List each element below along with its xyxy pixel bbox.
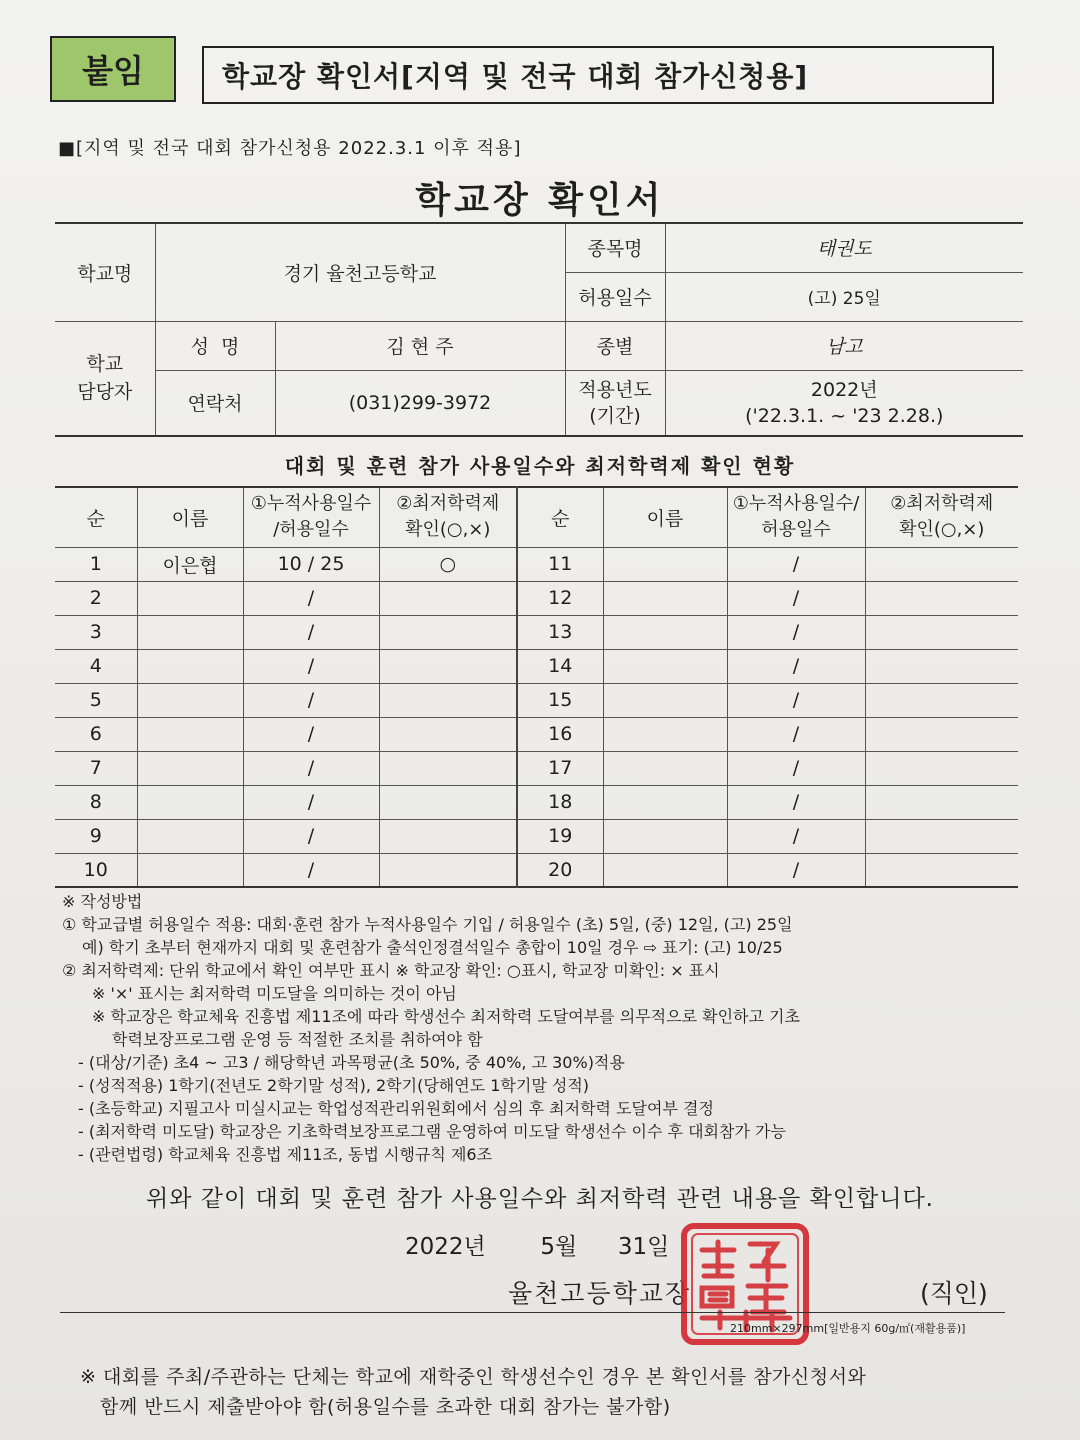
manager-label-line2: 담당자 bbox=[77, 381, 133, 404]
header-check-l2: 확인(○,×) bbox=[405, 519, 491, 541]
row-days-right: / bbox=[727, 853, 865, 887]
manager-label bbox=[55, 321, 155, 436]
date-month: 5월 bbox=[540, 1234, 578, 1260]
row-name-right bbox=[603, 649, 727, 683]
row-check-right bbox=[865, 649, 1018, 683]
notes-heading: ※ 작성방법 bbox=[62, 892, 143, 911]
row-check-right bbox=[865, 751, 1018, 785]
year-value-line2: ('22.3.1. ~ '23 2.28.) bbox=[745, 404, 944, 427]
row-no-right: 11 bbox=[517, 547, 603, 581]
table-row bbox=[55, 853, 1018, 887]
row-days-right: / bbox=[727, 785, 865, 819]
row-check bbox=[379, 649, 517, 683]
row-days-right: / bbox=[727, 751, 865, 785]
attachment-tag: 붙임 bbox=[50, 36, 176, 102]
row-days-right: / bbox=[727, 717, 865, 751]
row-days: / bbox=[243, 615, 379, 649]
name-label: 성 명 bbox=[155, 321, 275, 370]
row-no-right: 13 bbox=[517, 615, 603, 649]
note-1: ① 학교급별 허용일수 적용: 대회·훈련 참가 누적사용일수 기입 / 허용일수 (초) 5일, (중) 12일, (고) 25일 bbox=[62, 915, 793, 934]
row-name bbox=[137, 649, 243, 683]
header-days-r2: 허용일수 bbox=[761, 519, 831, 541]
header-days-l2: /허용일수 bbox=[273, 519, 349, 541]
row-days-right: / bbox=[727, 683, 865, 717]
notes bbox=[62, 890, 1022, 1166]
row-check-right bbox=[865, 853, 1018, 887]
row-check-right bbox=[865, 819, 1018, 853]
header-check-right bbox=[865, 487, 1018, 547]
row-days: / bbox=[243, 785, 379, 819]
header-days bbox=[243, 487, 379, 547]
header-no-right: 순 bbox=[517, 487, 603, 547]
row-check bbox=[379, 785, 517, 819]
date-year: 2022년 bbox=[405, 1234, 486, 1260]
row-name-right bbox=[603, 683, 727, 717]
document-title: 학교장 확인서 bbox=[415, 180, 665, 221]
row-no-right: 14 bbox=[517, 649, 603, 683]
row-no: 8 bbox=[55, 785, 137, 819]
row-days: / bbox=[243, 649, 379, 683]
detail-4: - (최저학력 미도달) 학교장은 기초학력보장프로그램 운영하여 미도달 학생선수 이수 후 대회참가 가능 bbox=[78, 1122, 786, 1141]
row-no-right: 19 bbox=[517, 819, 603, 853]
row-days: / bbox=[243, 717, 379, 751]
row-days: / bbox=[243, 581, 379, 615]
row-no: 1 bbox=[55, 547, 137, 581]
row-days: / bbox=[243, 683, 379, 717]
allowed-days-label: 허용일수 bbox=[565, 272, 665, 321]
row-no: 10 bbox=[55, 853, 137, 887]
header-check bbox=[379, 487, 517, 547]
row-name bbox=[137, 615, 243, 649]
confirm-text: 위와 같이 대회 및 훈련 참가 사용일수와 최저학력 관련 내용을 확인합니다. bbox=[146, 1186, 934, 1212]
year-value bbox=[665, 370, 1023, 436]
row-name: 이은협 bbox=[137, 547, 243, 581]
header-no: 순 bbox=[55, 487, 137, 547]
table-row bbox=[55, 819, 1018, 853]
note-3: ※ '×' 표시는 최저학력 미도달을 의미하는 것이 아님 bbox=[92, 984, 457, 1003]
date-day: 31일 bbox=[617, 1234, 670, 1260]
section-title: 대회 및 훈련 참가 사용일수와 최저학력제 확인 현황 bbox=[284, 454, 796, 478]
row-check bbox=[379, 683, 517, 717]
school-value: 경기 율천고등학교 bbox=[155, 223, 565, 321]
detail-2: - (성적적용) 1학기(전년도 2학기말 성적), 2학기(당해연도 1학기말 성적) bbox=[78, 1076, 590, 1095]
row-name bbox=[137, 819, 243, 853]
header-check-r1: ②최저학력제 bbox=[890, 493, 994, 515]
row-check bbox=[379, 751, 517, 785]
row-name-right bbox=[603, 581, 727, 615]
header-name-right: 이름 bbox=[603, 487, 727, 547]
row-name-right bbox=[603, 819, 727, 853]
gender-value: 남고 bbox=[665, 321, 1023, 370]
table-row bbox=[55, 785, 1018, 819]
row-days-right: / bbox=[727, 615, 865, 649]
year-label-line1: 적용년도 bbox=[578, 378, 652, 401]
row-days-right: / bbox=[727, 547, 865, 581]
note-4b: 학력보장프로그램 운영 등 적절한 조치를 취하여야 함 bbox=[112, 1030, 483, 1049]
row-check-right bbox=[865, 717, 1018, 751]
row-check bbox=[379, 717, 517, 751]
row-check-right bbox=[865, 615, 1018, 649]
gender-label: 종별 bbox=[565, 321, 665, 370]
divider-line bbox=[60, 1312, 1005, 1313]
row-no-right: 15 bbox=[517, 683, 603, 717]
note-4: ※ 학교장은 학교체육 진흥법 제11조에 따라 학생선수 최저학력 도달여부를 의무적으로 확인하고 기초 bbox=[92, 1007, 800, 1026]
row-days: / bbox=[243, 853, 379, 887]
row-no: 4 bbox=[55, 649, 137, 683]
contact-label: 연락처 bbox=[155, 370, 275, 436]
table-row bbox=[55, 683, 1018, 717]
row-check-right bbox=[865, 785, 1018, 819]
seal-label: (직인) bbox=[920, 1279, 988, 1308]
header-days-right bbox=[727, 487, 865, 547]
row-name-right bbox=[603, 785, 727, 819]
row-days-right: / bbox=[727, 819, 865, 853]
table-row bbox=[55, 649, 1018, 683]
usage-grid bbox=[55, 486, 1018, 888]
row-name bbox=[137, 785, 243, 819]
row-check-right bbox=[865, 547, 1018, 581]
info-table bbox=[55, 222, 1023, 437]
name-value: 김 현 주 bbox=[275, 321, 565, 370]
row-check bbox=[379, 819, 517, 853]
year-label bbox=[565, 370, 665, 436]
year-label-line2: (기간) bbox=[589, 404, 641, 427]
table-row bbox=[55, 581, 1018, 615]
school-signature: 율천고등학교장 bbox=[508, 1279, 692, 1308]
year-value-line1: 2022년 bbox=[810, 378, 878, 401]
row-no-right: 20 bbox=[517, 853, 603, 887]
row-days-right: / bbox=[727, 581, 865, 615]
header-name: 이름 bbox=[137, 487, 243, 547]
school-label: 학교명 bbox=[55, 223, 155, 321]
row-name bbox=[137, 853, 243, 887]
row-no: 7 bbox=[55, 751, 137, 785]
header-check-r2: 확인(○,×) bbox=[899, 519, 985, 541]
row-days: / bbox=[243, 819, 379, 853]
row-check bbox=[379, 853, 517, 887]
row-days: / bbox=[243, 751, 379, 785]
row-name bbox=[137, 751, 243, 785]
row-no: 6 bbox=[55, 717, 137, 751]
footer-line-2: 함께 반드시 제출받아야 함(허용일수를 초과한 대회 참가는 불가함) bbox=[100, 1396, 671, 1418]
row-days: 10 / 25 bbox=[243, 547, 379, 581]
row-no-right: 18 bbox=[517, 785, 603, 819]
row-name-right bbox=[603, 547, 727, 581]
detail-5: - (관련법령) 학교체육 진흥법 제11조, 동법 시행규칙 제6조 bbox=[78, 1145, 493, 1164]
row-name bbox=[137, 717, 243, 751]
row-name-right bbox=[603, 751, 727, 785]
row-check bbox=[379, 615, 517, 649]
manager-label-line1: 학교 bbox=[86, 353, 124, 376]
row-name-right bbox=[603, 853, 727, 887]
header-check-l1: ②최저학력제 bbox=[396, 493, 500, 515]
table-row bbox=[55, 547, 1018, 581]
note-1b: 예) 학기 초부터 현재까지 대회 및 훈련참가 출석인정결석일수 총합이 10일 경우 ⇨ 표기: (고) 10/25 bbox=[82, 938, 783, 957]
sign-date bbox=[405, 1228, 669, 1261]
note-2: ② 최저학력제: 단위 학교에서 확인 여부만 표시 ※ 학교장 확인: ○표시, 학교장 미확인: × 표시 bbox=[62, 961, 720, 980]
row-check bbox=[379, 581, 517, 615]
header-days-l1: ①누적사용일수 bbox=[250, 493, 372, 515]
header-days-r1: ①누적사용일수/ bbox=[732, 493, 860, 515]
row-days-right: / bbox=[727, 649, 865, 683]
contact-value: (031)299-3972 bbox=[275, 370, 565, 436]
table-row bbox=[55, 615, 1018, 649]
allowed-days-value: (고) 25일 bbox=[665, 272, 1023, 321]
table-row bbox=[55, 751, 1018, 785]
detail-3: - (초등학교) 지필고사 미실시교는 학업성적관리위원회에서 심의 후 최저학력 도달여부 결정 bbox=[78, 1099, 714, 1118]
row-no: 2 bbox=[55, 581, 137, 615]
row-no-right: 12 bbox=[517, 581, 603, 615]
footer-line-1: ※ 대회를 주최/주관하는 단체는 학교에 재학중인 학생선수인 경우 본 확인서를 참가신청서와 bbox=[80, 1366, 867, 1388]
row-no: 5 bbox=[55, 683, 137, 717]
row-name-right bbox=[603, 717, 727, 751]
row-no: 9 bbox=[55, 819, 137, 853]
row-name bbox=[137, 581, 243, 615]
grid-header-row bbox=[55, 487, 1018, 547]
row-check-right bbox=[865, 683, 1018, 717]
row-no-right: 17 bbox=[517, 751, 603, 785]
table-row bbox=[55, 717, 1018, 751]
title-box: 학교장 확인서[지역 및 전국 대회 참가신청용] bbox=[202, 46, 994, 104]
sport-label: 종목명 bbox=[565, 223, 665, 272]
row-check: ○ bbox=[379, 547, 517, 581]
row-name-right bbox=[603, 615, 727, 649]
row-no: 3 bbox=[55, 615, 137, 649]
apply-note: ■[지역 및 전국 대회 참가신청용 2022.3.1 이후 적용] bbox=[58, 138, 522, 159]
paper-spec: 210mm×297mm[일반용지 60g/㎡(재활용품)] bbox=[730, 1322, 966, 1335]
footer-note bbox=[80, 1362, 866, 1422]
sport-value: 태권도 bbox=[665, 223, 1023, 272]
detail-1: - (대상/기준) 초4 ~ 고3 / 해당학년 과목평균(초 50%, 중 40%, 고 30%)적용 bbox=[78, 1053, 625, 1072]
row-no-right: 16 bbox=[517, 717, 603, 751]
row-check-right bbox=[865, 581, 1018, 615]
row-name bbox=[137, 683, 243, 717]
